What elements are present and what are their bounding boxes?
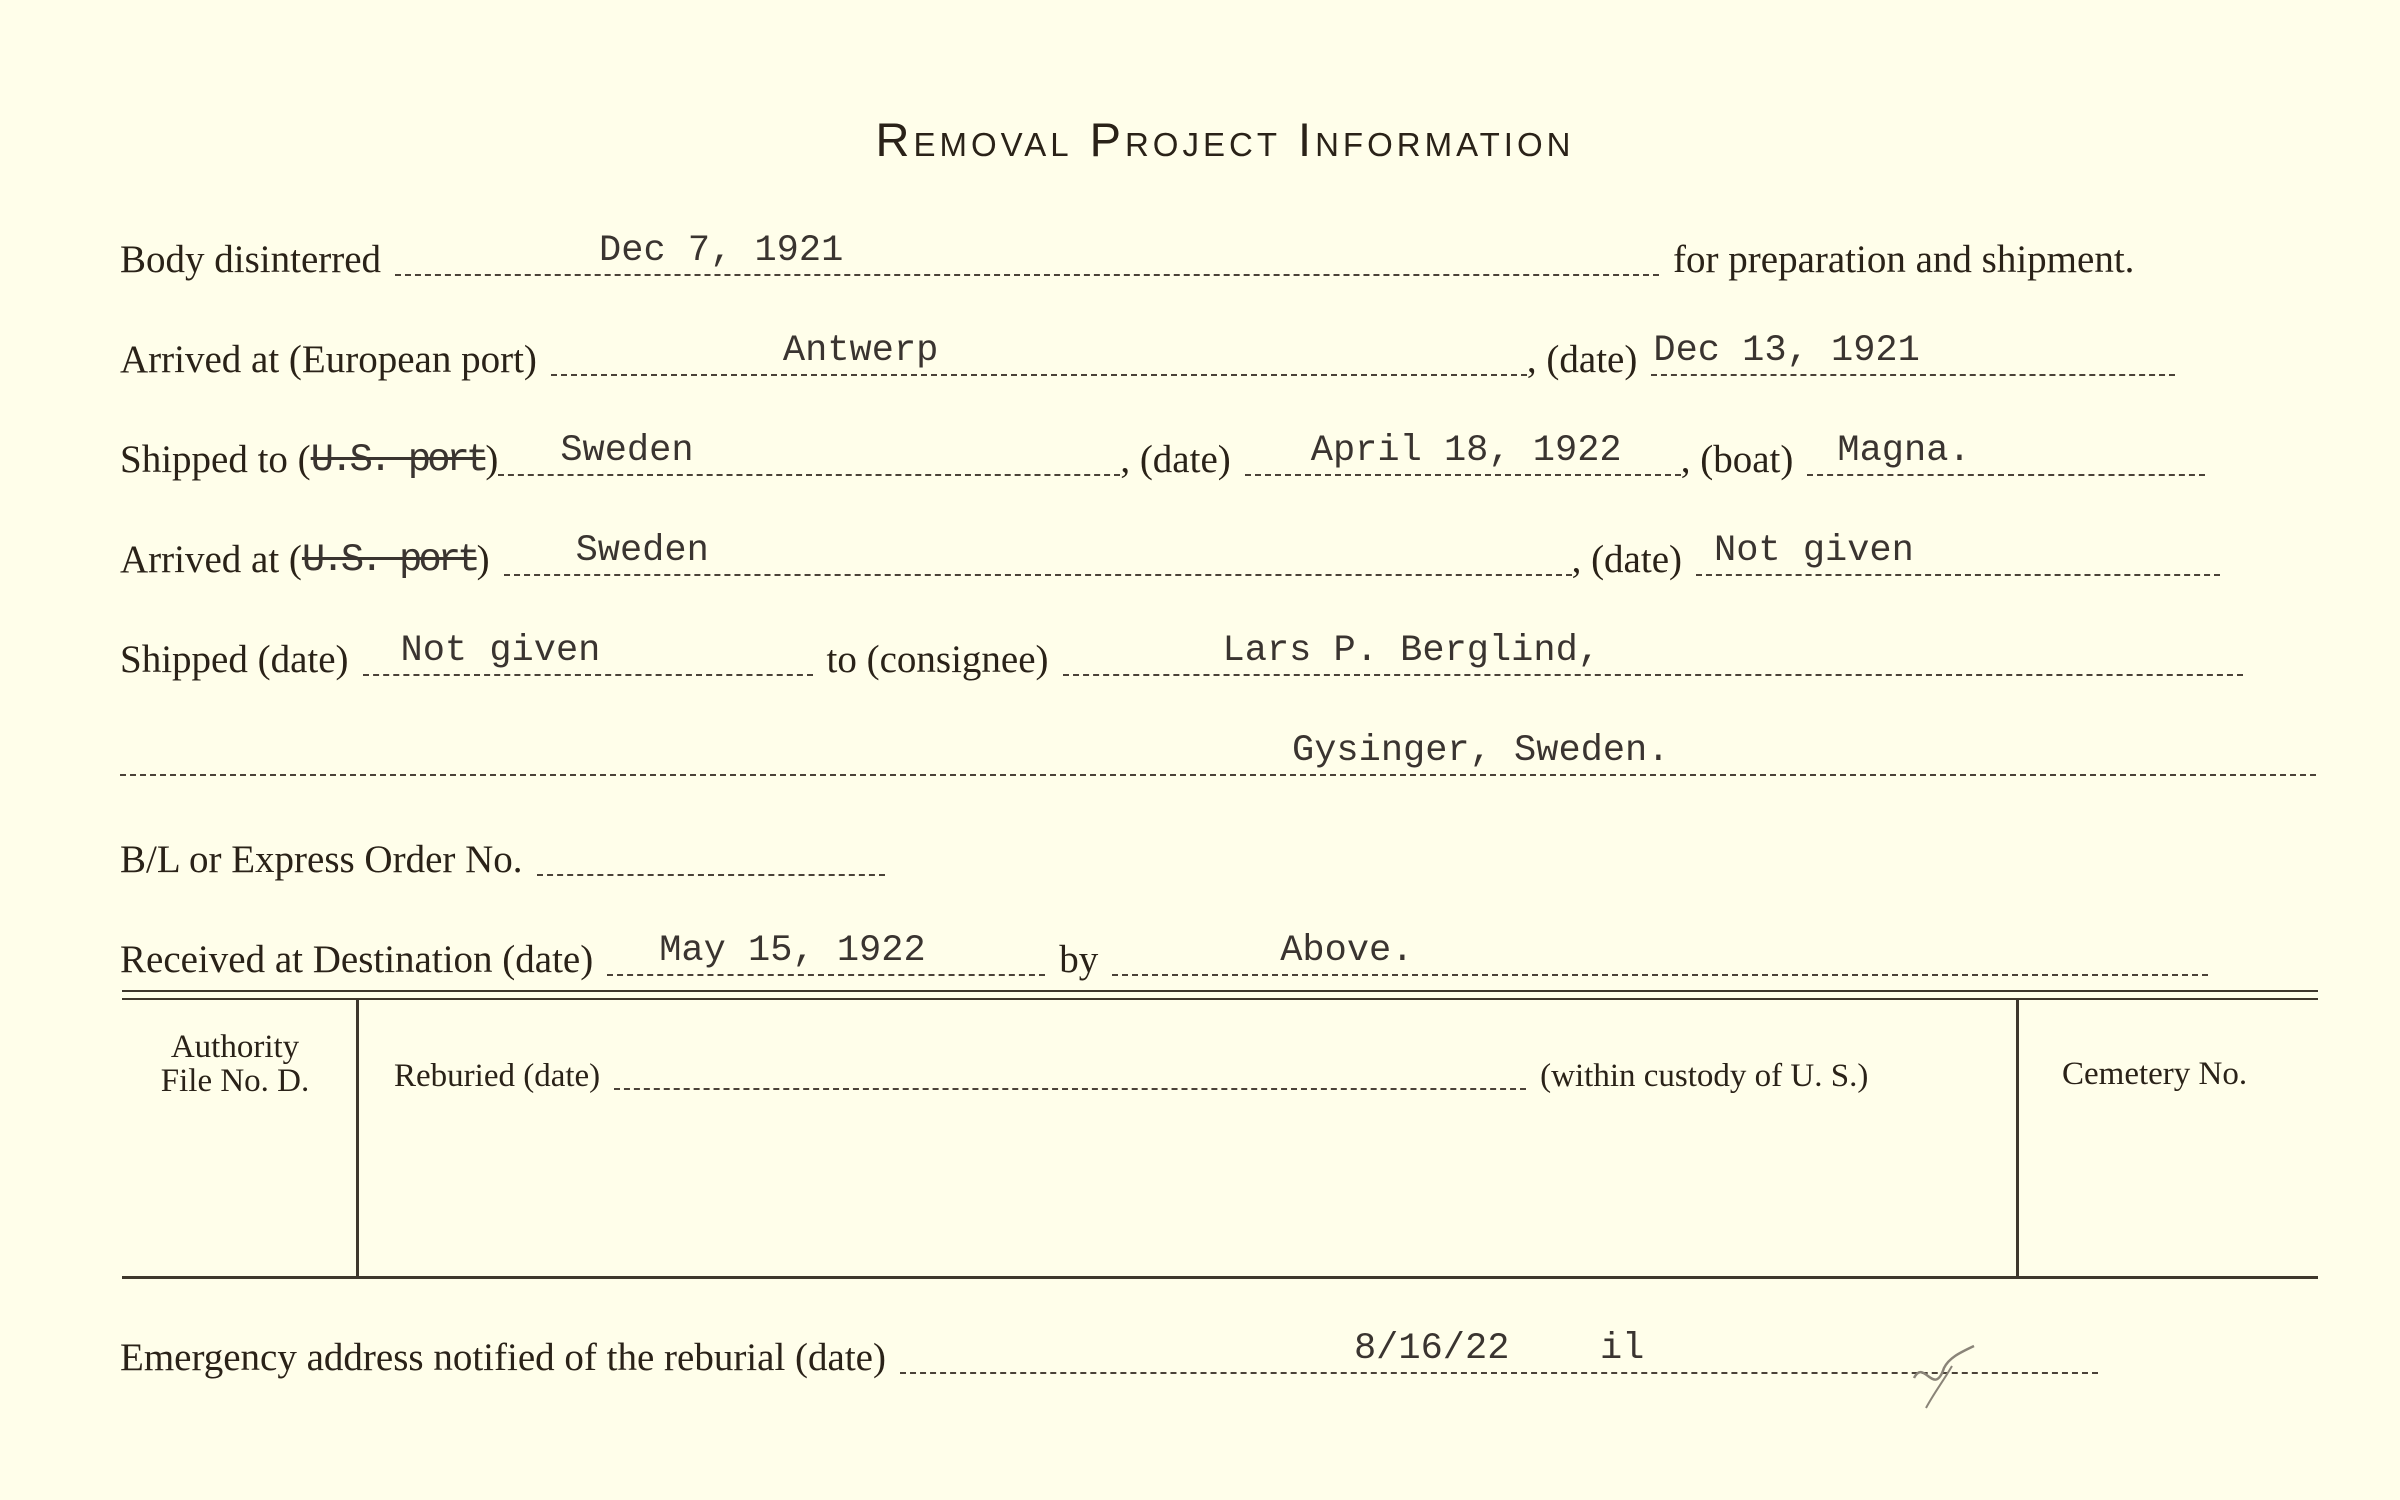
arrived-european-field[interactable] xyxy=(551,332,1527,376)
reburied-row xyxy=(394,1056,1882,1095)
reburied-date-field[interactable] xyxy=(614,1056,1526,1090)
body-disinterred-row xyxy=(120,222,2148,282)
shipped-to-boat-value: Magna. xyxy=(1837,430,1971,472)
authority-label-line1: Authority xyxy=(170,1029,300,1065)
shipped-to-label: Shipped to ( xyxy=(120,438,311,481)
emergency-initials: il xyxy=(1599,1328,1645,1370)
emergency-label: Emergency address notified of the reburial (date) xyxy=(120,1336,886,1379)
reburied-label: Reburied (date) xyxy=(394,1058,601,1094)
consignee-value-line2: Gysinger, Sweden. xyxy=(1292,730,1670,772)
bl-order-field[interactable] xyxy=(537,832,885,876)
body-disinterred-value: Dec 7, 1921 xyxy=(599,230,844,272)
consignee-field[interactable] xyxy=(1063,632,2243,676)
shipped-to-date-field[interactable] xyxy=(1245,432,1681,476)
received-date-field[interactable] xyxy=(607,932,1045,976)
shipped-date-value: Not given xyxy=(400,630,601,672)
arrived-at-value: Sweden xyxy=(575,530,709,572)
shipped-date-row xyxy=(120,622,2243,682)
emergency-date-value: 8/16/22 xyxy=(1353,1328,1510,1370)
shipped-to-row xyxy=(120,422,2205,482)
received-by-field[interactable] xyxy=(1112,932,2208,976)
consignee-value-line1: Lars P. Berglind, xyxy=(1222,630,1600,672)
bl-order-label: B/L or Express Order No. xyxy=(120,838,523,881)
shipped-to-boat-label: , (boat) xyxy=(1680,438,1794,481)
received-label: Received at Destination (date) xyxy=(120,938,594,981)
arrived-european-value: Antwerp xyxy=(782,330,939,372)
consignee-continuation-row xyxy=(120,722,2316,782)
double-rule-top xyxy=(122,990,2318,992)
emergency-row xyxy=(120,1320,2098,1380)
consignee-field-line2[interactable] xyxy=(120,732,2316,776)
arrived-at-date-label: , (date) xyxy=(1571,538,1682,581)
shipped-to-field[interactable] xyxy=(498,432,1120,476)
arrived-at-date-value: Not given xyxy=(1714,530,1914,572)
arrived-at-row xyxy=(120,522,2220,582)
arrived-at-label-close: ) xyxy=(476,538,490,581)
authority-file-label xyxy=(140,1030,330,1098)
card-title: Removal Project Information xyxy=(875,113,1575,166)
arrived-at-struck-port: U.S. port xyxy=(301,538,477,582)
received-by-label: by xyxy=(1059,938,1099,981)
arrived-european-date-label: , (date) xyxy=(1526,338,1638,381)
shipped-to-label-close: ) xyxy=(485,438,499,481)
shipped-to-struck-port: U.S. port xyxy=(310,438,486,482)
shipped-to-date-label: , (date) xyxy=(1120,438,1231,481)
received-date-value: May 15, 1922 xyxy=(659,930,926,972)
body-disinterred-suffix: for preparation and shipment. xyxy=(1673,238,2135,281)
shipped-date-label: Shipped (date) xyxy=(120,638,349,681)
received-by-value: Above. xyxy=(1280,930,1414,972)
reburial-box xyxy=(122,1000,2318,1279)
body-disinterred-field[interactable] xyxy=(395,232,1659,276)
shipped-to-value: Sweden xyxy=(560,430,694,472)
shipped-to-boat-field[interactable] xyxy=(1807,432,2205,476)
handwritten-check-mark xyxy=(1904,1338,1984,1418)
reburied-suffix: (within custody of U. S.) xyxy=(1540,1058,1869,1094)
bl-order-row xyxy=(120,822,885,882)
arrived-at-field[interactable] xyxy=(504,532,1572,576)
box-divider-left xyxy=(356,1000,359,1276)
authority-label-line2: File No. D. xyxy=(160,1063,310,1099)
consignee-label: to (consignee) xyxy=(826,638,1049,681)
arrived-european-row xyxy=(120,322,2175,382)
shipped-date-field[interactable] xyxy=(363,632,813,676)
body-disinterred-label: Body disinterred xyxy=(120,238,382,281)
arrived-european-label: Arrived at (European port) xyxy=(120,338,537,381)
arrived-european-date-value: Dec 13, 1921 xyxy=(1653,330,1920,372)
shipped-to-date-value: April 18, 1922 xyxy=(1310,430,1622,472)
arrived-at-label: Arrived at ( xyxy=(120,538,302,581)
received-row xyxy=(120,922,2208,982)
arrived-european-date-field[interactable] xyxy=(1651,332,2175,376)
arrived-at-date-field[interactable] xyxy=(1696,532,2220,576)
box-divider-right xyxy=(2016,1000,2019,1276)
cemetery-no-label: Cemetery No. xyxy=(2062,1056,2248,1092)
